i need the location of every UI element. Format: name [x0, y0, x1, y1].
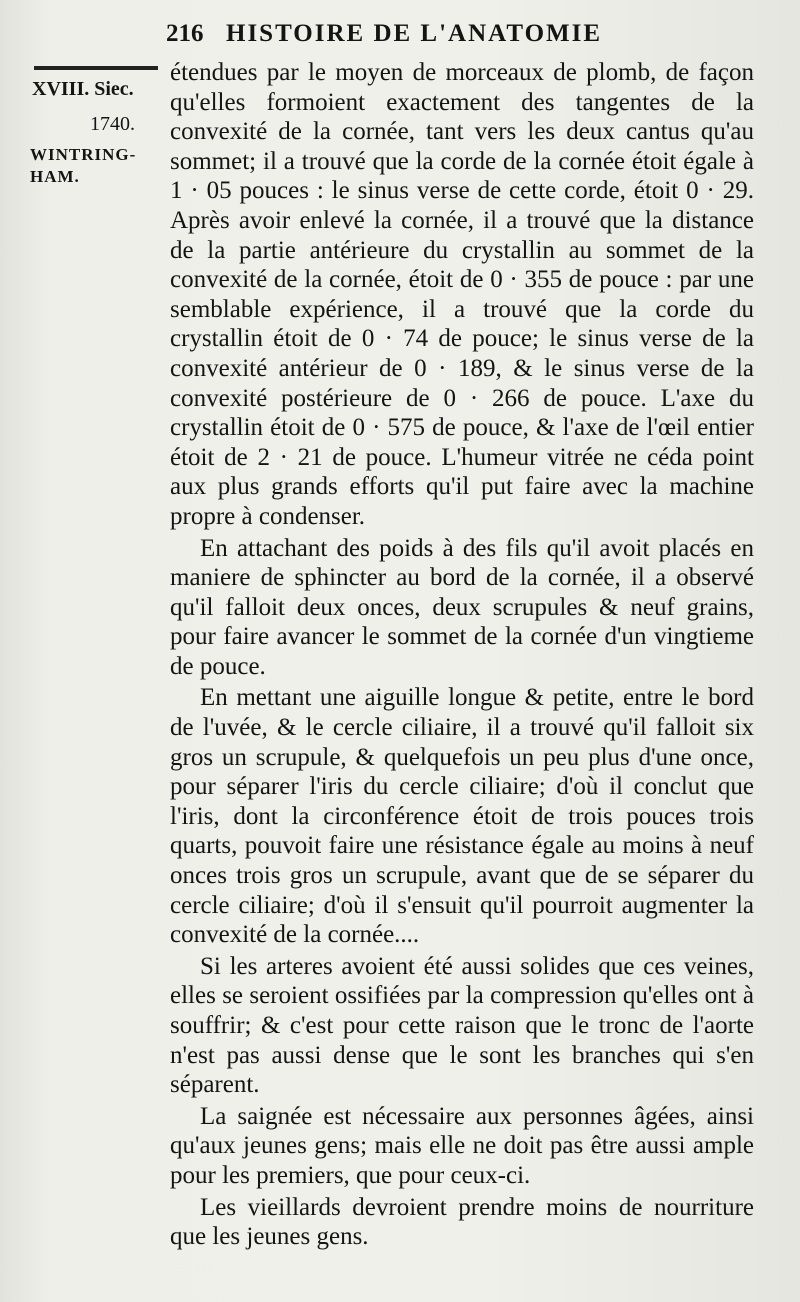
page-header [0, 18, 800, 58]
body-text [170, 58, 754, 1252]
margin-author-line1: WINTRING- [30, 145, 137, 164]
margin-rule [34, 66, 158, 70]
margin-notes [30, 78, 166, 188]
margin-year: 1740. [90, 113, 135, 135]
paragraph: En mettant une aiguille longue & petite, entre le bord de l'uvée, & le cercle ciliaire, il a trouvé qu'il falloit six gros un scrupule, & quelquefois un peu plus d'une once, pour séparer l'iris du cercle ciliaire; d'où il conclut que l'iris, dont la circonférence étoit de trois pouces trois quarts, pouvoit faire une résistance égale au moins à neuf onces trois gros un scrupule, avant que de se séparer du cercle ciliaire; d'où il s'ensuit qu'il pourroit augmenter la convexité de la cornée.... [170, 684, 754, 949]
running-title: HISTOIRE DE L'ANATOMIE [226, 20, 603, 47]
paragraph: En attachant des poids à des fils qu'il avoit placés en maniere de sphincter au bord de la cornée, il a observé qu'il falloit deux onces, deux scrupules & neuf grains, pour faire avancer le sommet de la cornée d'un vingtieme de pouce. [170, 534, 754, 680]
paragraph: étendues par le moyen de morceaux de plomb, de façon qu'elles formoient exactement des tangentes de la convexité de la cornée, tant vers les deux cantus qu'au sommet; il a trouvé que la corde de la cornée étoit égale à 1 · 05 pouces : le sinus verse de cette corde, étoit 0 · 29. Après avoir enlevé la cornée, il a trouvé que la distance de la partie antérieure du crystallin au sommet de la convexité de la cornée, étoit de 0 · 355 de pouce : par une semblable expérience, il a trouvé que la corde du crystallin étoit de 0 · 74 de pouce; le sinus verse de la convexité antérieur de 0 · 189, & le sinus verse de la convexité postérieure de 0 · 266 de pouce. L'axe du crystallin étoit de 0 · 575 de pouce, & l'axe de l'œil entier étoit de 2 · 21 de pouce. L'humeur vitrée ne céda point aux plus grands efforts qu'il put faire avec la machine propre à condenser. [170, 59, 754, 530]
page-number: 216 [166, 20, 204, 47]
paragraph: Les vieillards devroient prendre moins de nourriture que les jeunes gens. [170, 1193, 754, 1251]
paragraph: La saignée est nécessaire aux personnes âgées, ainsi qu'aux jeunes gens; mais elle ne doit pas être aussi ample pour les premiers, que pour ceux-ci. [170, 1102, 754, 1189]
margin-century: XVIII. Siec. [32, 78, 134, 100]
paragraph: Si les arteres avoient été aussi solides que ces veines, elles se seroient ossifiées par la compression qu'elles ont à souffrir; & c'est pour cette raison que le tronc de l'aorte n'est pas aussi dense que le sont les branches qui s'en séparent. [170, 952, 754, 1099]
margin-author-line2: HAM. [30, 167, 80, 186]
